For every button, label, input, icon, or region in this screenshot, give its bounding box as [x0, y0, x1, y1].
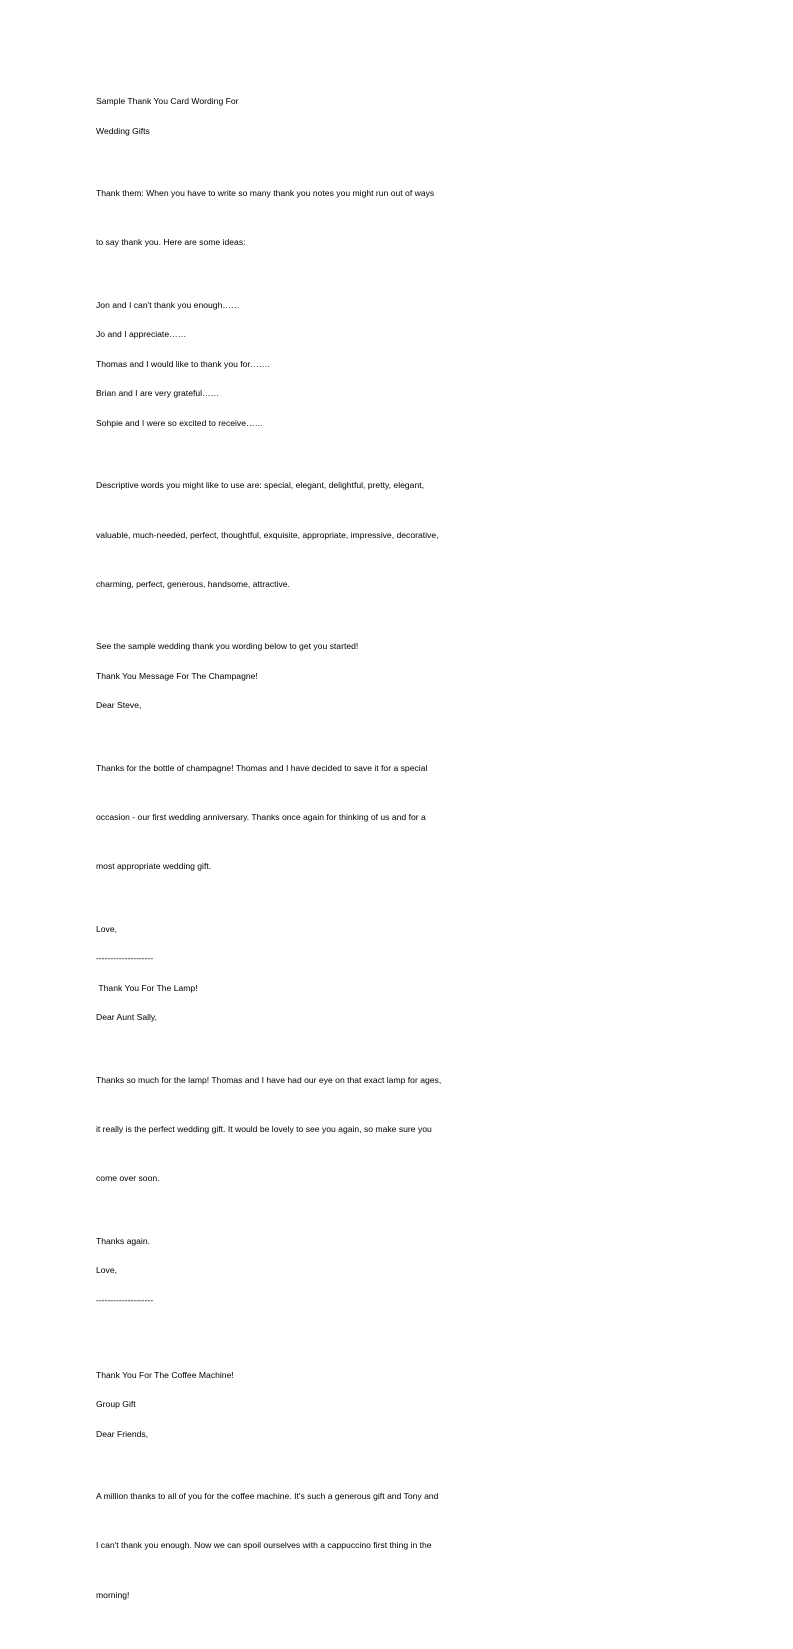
champagne-body-line: Thanks for the bottle of champagne! Thomas and I have decided to save it for a special — [96, 762, 428, 773]
descriptive-words-paragraph — [96, 445, 476, 625]
lamp-body — [96, 1039, 476, 1219]
descriptive-line: charming, perfect, generous, handsome, attractive. — [96, 578, 290, 589]
intro-line: Thank them: When you have to write so many thank you notes you might run out of ways — [96, 188, 435, 198]
champagne-signature-line: -------------------- — [96, 953, 154, 964]
intro-paragraph — [96, 152, 476, 283]
coffee-subheading: Group Gift — [96, 1399, 136, 1410]
champagne-body-line: occasion - our first wedding anniversary. Thanks once again for thinking of us and for a — [96, 812, 426, 823]
lamp-signature-line: -------------------- — [96, 1294, 154, 1305]
idea-line: Sohpie and I were so excited to receive…… — [96, 418, 264, 428]
champagne-body-line: most appropriate wedding gift. — [96, 861, 212, 872]
lamp-closing: Love, — [96, 1265, 118, 1276]
document-subtitle: Wedding Gifts — [96, 125, 150, 136]
intro-line: to say thank you. Here are some ideas: — [96, 237, 246, 248]
idea-line: Brian and I are very grateful…… — [96, 388, 220, 399]
champagne-body — [96, 727, 476, 907]
idea-line: Thomas and I would like to thank you for……. — [96, 358, 270, 369]
descriptive-line: Descriptive words you might like to use are: special, elegant, delightful, pretty, elegant, — [96, 480, 425, 491]
coffee-body-line: I can't thank you enough. Now we can spoil ourselves with a cappuccino first thing in the — [96, 1540, 432, 1551]
idea-line: Jon and I can't thank you enough…… — [96, 299, 240, 310]
champagne-greeting: Dear Steve, — [96, 700, 142, 711]
document-title: Sample Thank You Card Wording For — [96, 96, 239, 106]
lamp-thanks-again: Thanks again. — [96, 1235, 150, 1246]
champagne-closing: Love, — [96, 923, 118, 934]
champagne-heading: Thank You Message For The Champagne! — [96, 670, 258, 681]
document-page — [96, 93, 476, 1649]
coffee-body-line: morning! — [96, 1589, 130, 1600]
lamp-body-line: come over soon. — [96, 1173, 160, 1184]
lamp-heading: Thank You For The Lamp! — [96, 982, 198, 993]
idea-line: Jo and I appreciate…… — [96, 329, 187, 340]
coffee-heading: Thank You For The Coffee Machine! — [96, 1369, 234, 1380]
descriptive-line: valuable, much-needed, perfect, thoughtful, exquisite, appropriate, impressive, decorative, — [96, 529, 439, 540]
coffee-body-line: A million thanks to all of you for the coffee machine. It's such a generous gift and Tony and — [96, 1491, 439, 1502]
lamp-body-line: it really is the perfect wedding gift. It would be lovely to see you again, so make sure you — [96, 1124, 432, 1135]
section-spacer — [96, 1322, 476, 1367]
lamp-body-line: Thanks so much for the lamp! Thomas and I have had our eye on that exact lamp for ages, — [96, 1074, 442, 1085]
lamp-greeting: Dear Aunt Sally, — [96, 1012, 157, 1023]
see-sample-text: See the sample wedding thank you wording below to get you started! — [96, 641, 359, 652]
coffee-body — [96, 1455, 476, 1635]
coffee-greeting: Dear Friends, — [96, 1428, 149, 1439]
